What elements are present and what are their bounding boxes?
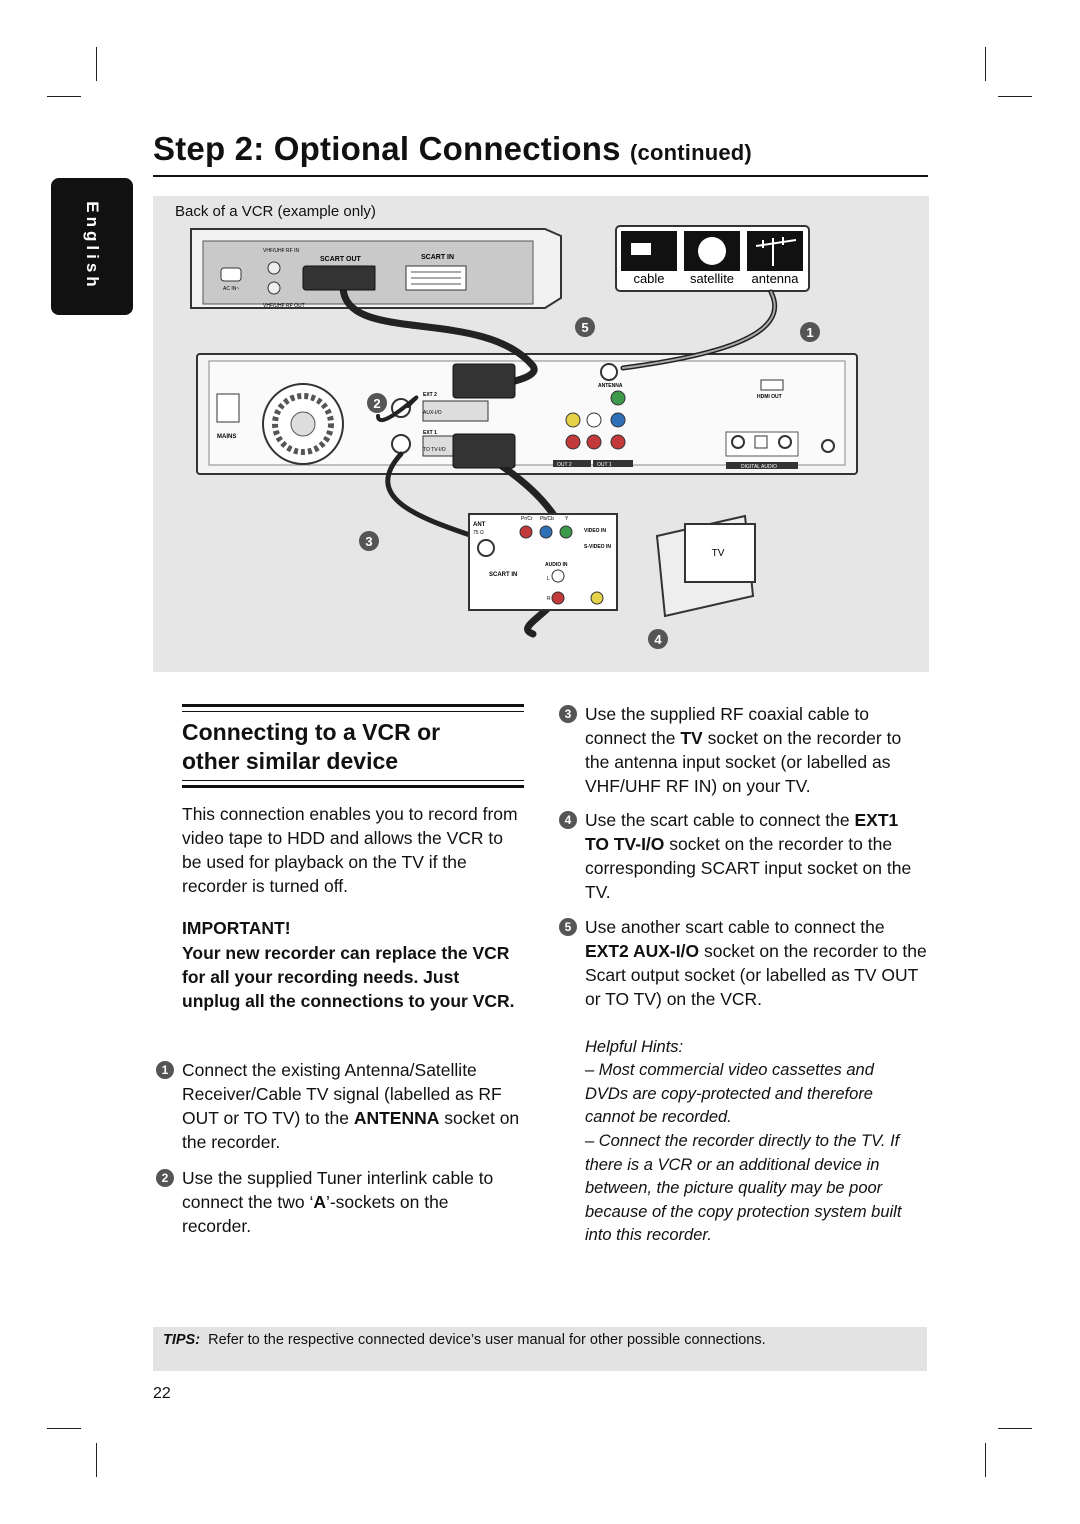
callout-1: 1 bbox=[806, 325, 814, 340]
recorder-out2-label: OUT 2 bbox=[557, 462, 572, 468]
step-number-2: 2 bbox=[156, 1169, 174, 1187]
tv-pb-label: Pb/Cb bbox=[540, 516, 554, 522]
intro-text: This connection enables you to record from video tape to HDD and allows the VCR to be used for playback on the TV if the recorder is turned off. bbox=[182, 804, 518, 896]
tips-label: TIPS: bbox=[163, 1332, 201, 1348]
hints-title: Helpful Hints: bbox=[585, 1038, 684, 1056]
crop-mark bbox=[998, 1428, 1032, 1429]
crop-mark bbox=[47, 1428, 81, 1429]
crop-mark bbox=[96, 47, 97, 81]
callout-3: 3 bbox=[365, 534, 373, 549]
tv-input-panel bbox=[469, 514, 617, 610]
page-number: 22 bbox=[153, 1385, 171, 1402]
crop-mark bbox=[96, 1443, 97, 1477]
tv-ant-label: ANT bbox=[473, 522, 486, 528]
source-satellite: satellite bbox=[689, 271, 735, 286]
signal-source-icons bbox=[616, 226, 809, 291]
step-number-3: 3 bbox=[559, 705, 577, 723]
tv-illustration bbox=[657, 516, 755, 616]
recorder-hdmi-label: HDMI OUT bbox=[757, 394, 782, 400]
crop-mark bbox=[985, 1443, 986, 1477]
crop-mark bbox=[998, 96, 1032, 97]
important-text: Your new recorder can replace the VCR for all your recording needs. Just unplug all the connections to your VCR. bbox=[182, 943, 515, 1011]
vcr-back-panel bbox=[191, 229, 561, 309]
crop-mark bbox=[985, 47, 986, 81]
recorder-back-panel bbox=[197, 354, 857, 474]
vcr-rf-out-label: VHF/UHF RF OUT bbox=[263, 303, 305, 309]
tv-ohm-label: 75 Ω bbox=[473, 530, 484, 536]
section-rule-top bbox=[182, 704, 524, 712]
source-antenna: antenna bbox=[751, 271, 799, 286]
step-4-text: Use the scart cable to connect the EXT1 TO TV-I/O socket on the recorder to the corresponding SCART input socket on the TV. bbox=[585, 810, 912, 902]
tv-y-label: Y bbox=[565, 516, 569, 522]
step-number-1: 1 bbox=[156, 1061, 174, 1079]
source-cable: cable bbox=[633, 271, 665, 286]
step-2-text: Use the supplied Tuner interlink cable to connect the two ‘A’-sockets on the recorder. bbox=[182, 1168, 494, 1236]
recorder-digital-audio-label: DIGITAL AUDIO bbox=[741, 464, 777, 470]
step-number-4: 4 bbox=[559, 811, 577, 829]
crop-mark bbox=[47, 96, 81, 97]
tv-video-in-label: VIDEO IN bbox=[584, 528, 606, 534]
recorder-mains-label: MAINS bbox=[217, 434, 237, 440]
recorder-aux-label: AUX-I/O bbox=[423, 410, 442, 416]
hint-item: – Connect the recorder directly to the TV. If there is a VCR or an additional device in between, the picture quality may be poor because of the copy protection system built into this recorder. bbox=[585, 1132, 902, 1244]
callout-5: 5 bbox=[581, 320, 589, 335]
step-3-text: Use the supplied RF coaxial cable to connect the TV socket on the recorder to the antenna input socket (or labelled as VHF/UHF RF IN) on your TV. bbox=[585, 704, 902, 796]
recorder-antenna-label: ANTENNA bbox=[598, 383, 623, 389]
page-title: Step 2: Optional Connections (continued) bbox=[153, 130, 752, 167]
recorder-ext1-label: EXT 1 bbox=[423, 430, 437, 436]
step-5-text: Use another scart cable to connect the EXT2 AUX-I/O socket on the recorder to the Scart output socket (or labelled as TV OUT or TO TV) on the VCR. bbox=[585, 917, 927, 1009]
step-number-5: 5 bbox=[559, 918, 577, 936]
section-title: Connecting to a VCR or other similar device bbox=[182, 719, 441, 774]
language-tab: English bbox=[51, 178, 133, 315]
important-label: IMPORTANT! bbox=[182, 918, 291, 938]
tv-svideo-label: S-VIDEO IN bbox=[584, 544, 611, 550]
recorder-out1-label: OUT 1 bbox=[597, 462, 612, 468]
vcr-rf-in-label: VHF/UHF RF IN bbox=[263, 248, 300, 254]
tv-l-label: L bbox=[547, 576, 550, 582]
tv-scart-in-label: SCART IN bbox=[489, 572, 518, 578]
vcr-scart-in-label: SCART IN bbox=[421, 254, 455, 261]
step-1-text: Connect the existing Antenna/Satellite Receiver/Cable TV signal (labelled as RF OUT or TO TV) to the ANTENNA socket on the recorder. bbox=[182, 1060, 520, 1152]
tips-bar bbox=[153, 1327, 927, 1371]
vcr-scart-out-label: SCART OUT bbox=[320, 256, 361, 263]
tv-audio-in-label: AUDIO IN bbox=[545, 562, 568, 568]
section-rule-bottom bbox=[182, 780, 524, 788]
figure-caption: Back of a VCR (example only) bbox=[175, 203, 376, 220]
callout-2: 2 bbox=[373, 396, 381, 411]
title-rule bbox=[153, 175, 928, 177]
tips-text: Refer to the respective connected device’s user manual for other possible connections. bbox=[208, 1332, 766, 1348]
hint-item: – Most commercial video cassettes and DVDs are copy-protected and therefore cannot be recorded. bbox=[585, 1061, 874, 1126]
vcr-ac-in-label: AC IN~ bbox=[223, 286, 240, 292]
tv-label: TV bbox=[711, 548, 725, 559]
recorder-to-tv-label: TO TV-I/O bbox=[423, 447, 446, 453]
wiring-illustration bbox=[153, 196, 929, 672]
callout-4: 4 bbox=[654, 632, 662, 647]
tv-pr-label: Pr/Cr bbox=[521, 516, 533, 522]
recorder-ext2-label: EXT 2 bbox=[423, 392, 437, 398]
tv-r-label: R bbox=[547, 596, 551, 602]
